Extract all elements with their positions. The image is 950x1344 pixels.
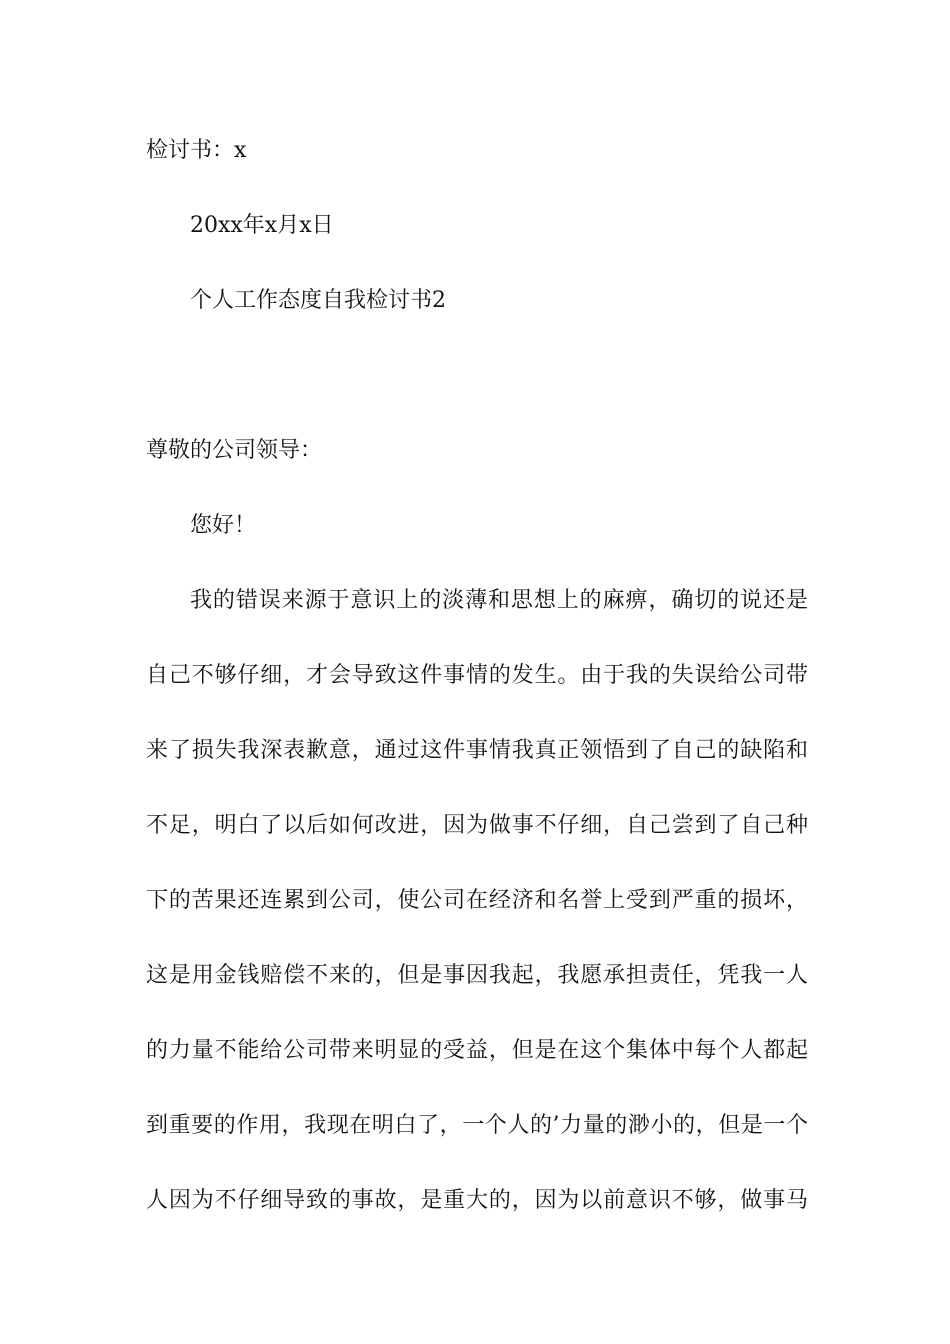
body-line: 来了损失我深表歉意，通过这件事情我真正领悟到了自己的缺陷和 (146, 738, 808, 763)
body-line: 我的错误来源于意识上的淡薄和思想上的麻痹，确切的说还是 (190, 588, 808, 613)
section-title: 个人工作态度自我检讨书2 (190, 288, 446, 313)
body-line: 自己不够仔细，才会导致这件事情的发生。由于我的失误给公司带 (146, 663, 808, 688)
salutation: 尊敬的公司领导： (146, 438, 323, 463)
signature-line: 检讨书：x (146, 138, 247, 163)
body-line: 这是用金钱赔偿不来的，但是事因我起，我愿承担责任，凭我一人 (146, 963, 808, 988)
body-line: 的力量不能给公司带来明显的受益，但是在这个集体中每个人都起 (146, 1038, 808, 1063)
body-line: 下的苦果还连累到公司，使公司在经济和名誉上受到严重的损坏， (146, 888, 808, 913)
body-line: 人因为不仔细导致的事故，是重大的，因为以前意识不够，做事马 (146, 1188, 808, 1213)
body-line: 不足，明白了以后如何改进，因为做事不仔细，自己尝到了自己种 (146, 813, 808, 838)
greeting: 您好！ (190, 513, 257, 538)
date-line: 20xx年x月x日 (190, 213, 334, 238)
body-line: 到重要的作用，我现在明白了，一个人的’力量的渺小的，但是一个 (146, 1113, 808, 1138)
